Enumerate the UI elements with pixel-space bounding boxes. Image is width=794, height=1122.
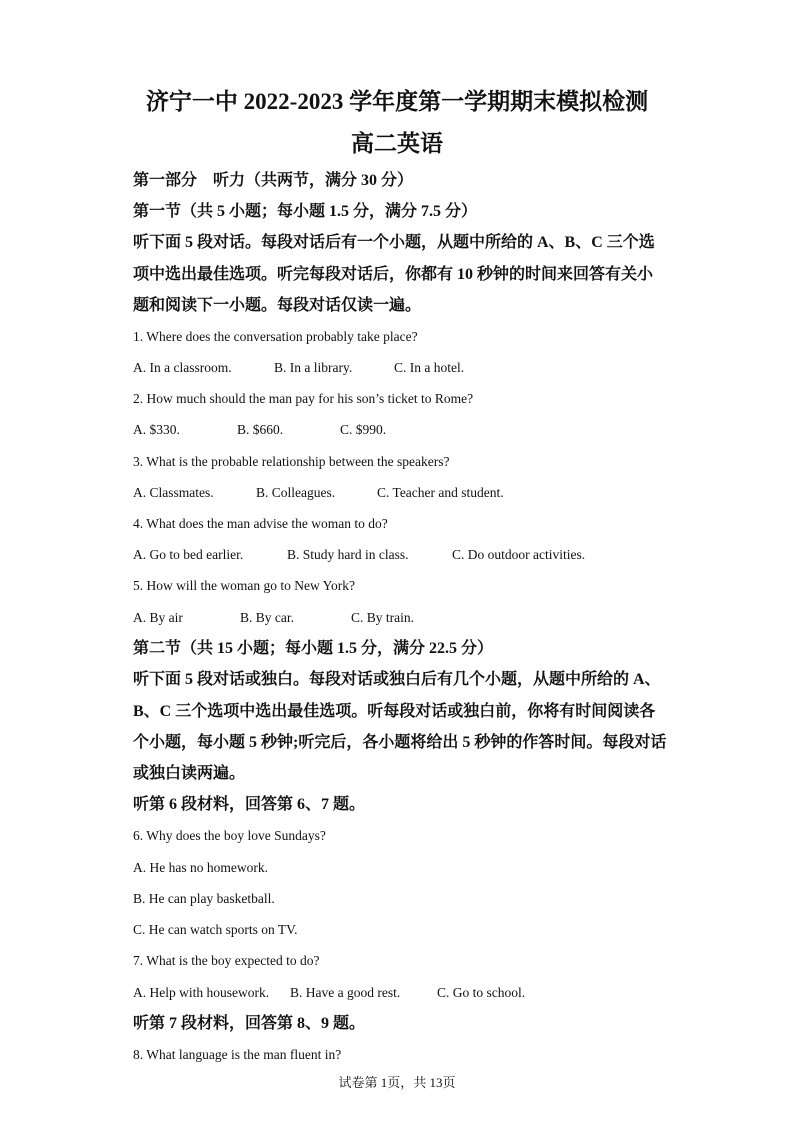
question-3-stem: 3. What is the probable relationship between the speakers?	[133, 454, 450, 469]
q6-option-a[interactable]: A. He has no homework.	[133, 860, 268, 875]
part1-heading: 第一部分 听力（共两节，满分 30 分）	[133, 172, 414, 189]
question-1-options	[133, 358, 464, 378]
question-8-stem: 8. What language is the man fluent in?	[133, 1047, 342, 1062]
q4-option-c[interactable]: C. Do outdoor activities.	[452, 547, 586, 562]
section2-instruction-line-4: 或独白读两遍。	[133, 765, 246, 782]
question-5-options	[133, 608, 414, 628]
question-4-options	[133, 545, 585, 565]
question-1-stem: 1. Where does the conversation probably take place?	[133, 329, 418, 344]
q1-option-b[interactable]: B. In a library.	[274, 360, 353, 375]
question-2-options	[133, 420, 386, 440]
q7-option-b[interactable]: B. Have a good rest.	[290, 985, 401, 1000]
q1-option-c[interactable]: C. In a hotel.	[394, 360, 465, 375]
q6-option-b[interactable]: B. He can play basketball.	[133, 891, 275, 906]
section2-instruction-line-3: 个小题，每小题 5 秒钟;听完后，各小题将给出 5 秒钟的作答时间。每段对话	[133, 734, 667, 751]
q3-option-b[interactable]: B. Colleagues.	[256, 485, 336, 500]
question-7-options	[133, 983, 525, 1003]
question-2-stem: 2. How much should the man pay for his son’s ticket to Rome?	[133, 391, 474, 406]
section2-instruction-line-2: B、C 三个选项中选出最佳选项。听每段对话或独白前，你将有时间阅读各	[133, 703, 656, 720]
q7-option-c[interactable]: C. Go to school.	[437, 985, 526, 1000]
section1-instruction-line-1: 听下面 5 段对话。每段对话后有一个小题，从题中所给的 A、B、C 三个选	[133, 234, 655, 251]
q4-option-b[interactable]: B. Study hard in class.	[287, 547, 409, 562]
q1-option-a[interactable]: A. In a classroom.	[133, 360, 232, 375]
section2-instruction-line-1: 听下面 5 段对话或独白。每段对话或独白后有几个小题，从题中所给的 A、	[133, 671, 661, 688]
section1-instruction-line-3: 题和阅读下一小题。每段对话仅读一遍。	[133, 297, 422, 314]
question-7-stem: 7. What is the boy expected to do?	[133, 953, 320, 968]
section1-instruction-line-2: 项中选出最佳选项。听完每段对话后，你都有 10 秒钟的时间来回答有关小	[133, 266, 654, 283]
q4-option-a[interactable]: A. Go to bed earlier.	[133, 547, 244, 562]
page-footer: 试卷第 1页，共 13页	[338, 1075, 456, 1090]
exam-subject: 高二英语	[351, 131, 443, 156]
exam-title: 济宁一中 2022-2023 学年度第一学期期末模拟检测	[145, 89, 649, 114]
material-6-heading: 听第 6 段材料，回答第 6、7 题。	[133, 796, 366, 813]
q2-option-a[interactable]: A. $330.	[133, 422, 180, 437]
q2-option-c[interactable]: C. $990.	[340, 422, 387, 437]
q5-option-c[interactable]: C. By train.	[351, 610, 414, 625]
question-5-stem: 5. How will the woman go to New York?	[133, 578, 355, 593]
material-7-heading: 听第 7 段材料，回答第 8、9 题。	[133, 1015, 366, 1032]
question-3-options	[133, 483, 504, 503]
q5-option-b[interactable]: B. By car.	[240, 610, 294, 625]
q3-option-a[interactable]: A. Classmates.	[133, 485, 214, 500]
section2-heading: 第二节（共 15 小题；每小题 1.5 分，满分 22.5 分）	[133, 640, 494, 657]
question-6-stem: 6. Why does the boy love Sundays?	[133, 828, 326, 843]
q7-option-a[interactable]: A. Help with housework.	[133, 985, 270, 1000]
q2-option-b[interactable]: B. $660.	[237, 422, 284, 437]
q5-option-a[interactable]: A. By air	[133, 610, 183, 625]
question-4-stem: 4. What does the man advise the woman to do?	[133, 516, 388, 531]
section1-heading: 第一节（共 5 小题；每小题 1.5 分，满分 7.5 分）	[133, 203, 478, 220]
q6-option-c[interactable]: C. He can watch sports on TV.	[133, 922, 298, 937]
q3-option-c[interactable]: C. Teacher and student.	[377, 485, 504, 500]
